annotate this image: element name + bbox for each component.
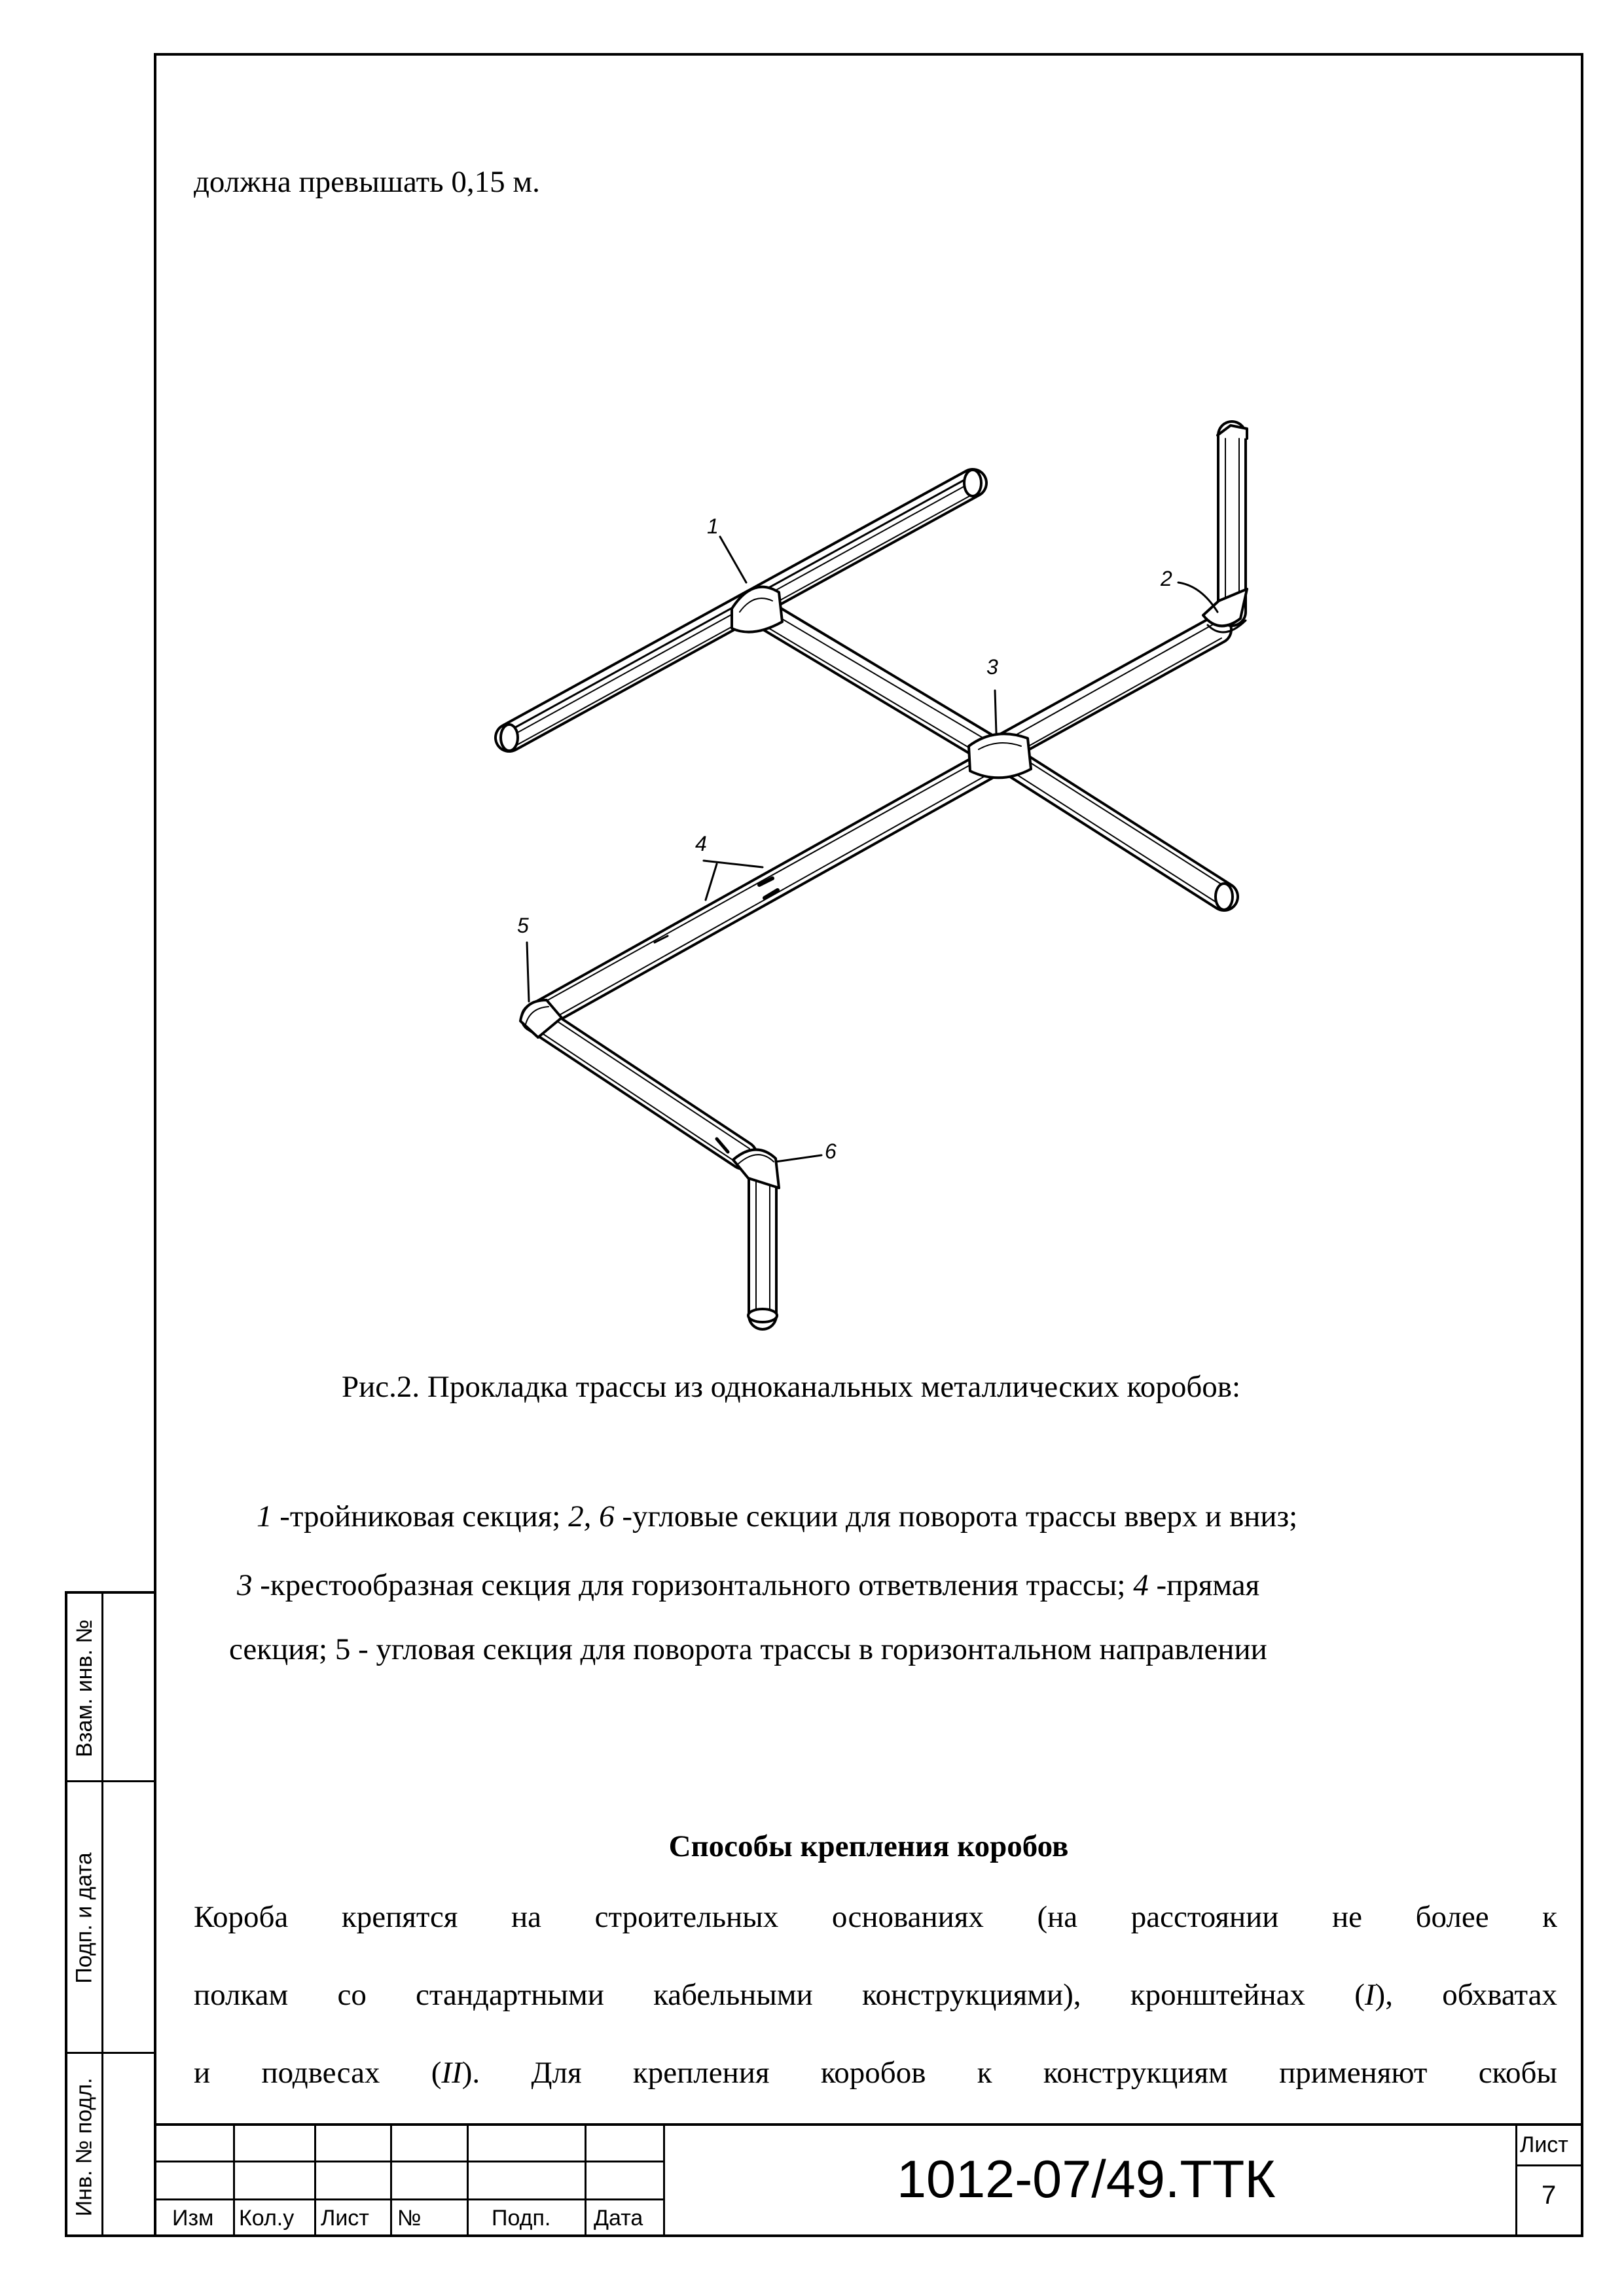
sheet-number: 7 [1542, 2181, 1557, 2210]
callout-5: 5 [517, 914, 529, 937]
title-block [154, 2123, 1583, 2237]
text-segment: Короба крепятся на строительных основаниях (на расстоянии не более к [194, 1900, 1557, 1934]
column-kolu: Кол.у [239, 2206, 295, 2231]
column-izm: Изм [172, 2206, 214, 2231]
title-block-col-line [390, 2123, 392, 2237]
figure-caption: Рис.2. Прокладка трассы из одноканальных металлических коробов: [342, 1370, 1241, 1404]
vertical-up-2 [1218, 425, 1247, 612]
column-list: Лист [321, 2206, 369, 2231]
text-segment: и подвесах ( [194, 2056, 442, 2090]
text-segment: 3 [237, 1568, 253, 1602]
section-heading: Способы крепления коробов [668, 1829, 1069, 1863]
text-segment: I [1364, 1978, 1375, 2012]
title-block-col-line [663, 2123, 665, 2237]
sidebar-cell-vzam [67, 1594, 155, 1782]
legend-line-3 [229, 1632, 1267, 1667]
branch-tee-cross [751, 605, 997, 759]
text-segment: полкам со стандартными кабельными конструкциями), кронштейнах ( [194, 1978, 1365, 2012]
paragraph-line-1 [194, 1878, 1557, 1956]
title-block-col-line [467, 2123, 469, 2237]
callout-2: 2 [1161, 567, 1172, 590]
sheet-label: Лист [1520, 2132, 1568, 2157]
sidebar-label-vzam: Взам. инв. № [71, 1619, 97, 1757]
text-segment: -крестообразная секция для горизонтального ответвления трассы; [252, 1568, 1134, 1602]
branch-cross-right [1008, 753, 1233, 910]
sidebar-label-podp: Подп. и дата [71, 1852, 97, 1984]
vertical-down-6 [748, 1172, 777, 1322]
title-block-top-border [154, 2123, 1583, 2126]
title-block-col-line [314, 2123, 316, 2237]
sidebar-label-inv: Инв. № подл. [71, 2077, 97, 2216]
title-block-col-line [233, 2123, 235, 2237]
title-block-row-line [154, 2198, 664, 2200]
document-code: 1012-07/49.ТТК [897, 2150, 1276, 2209]
sidebar-cell-inv [67, 2054, 155, 2240]
title-block-col-line [585, 2123, 586, 2237]
column-data: Дата [594, 2206, 643, 2231]
callout-3: 3 [986, 655, 998, 679]
column-podp: Подп. [492, 2206, 551, 2231]
tee-fitting-1 [732, 587, 782, 632]
paragraph-line-3 [194, 2034, 1557, 2112]
callout-4: 4 [695, 832, 707, 855]
continued-text: должна превышать 0,15 м. [194, 165, 540, 199]
text-segment: -угловые секции для поворота трассы вверх и вниз; [614, 1499, 1298, 1534]
text-segment: ). Для крепления коробов к конструкциям применяют скобы [461, 2056, 1557, 2090]
title-block-row-line [154, 2161, 664, 2162]
text-segment: ), обхватах [1375, 1978, 1558, 2012]
cross-fitting-3 [969, 734, 1031, 778]
column-number: № [397, 2206, 422, 2231]
text-segment: -прямая [1148, 1568, 1260, 1602]
legend-line-1 [257, 1499, 1297, 1534]
text-segment: 4 [1133, 1568, 1149, 1602]
paragraph-line-2 [194, 1956, 1557, 2034]
run-cross-corner5 [530, 757, 992, 1026]
sidebar-cell-podp [67, 1782, 155, 2054]
callout-1: 1 [707, 514, 719, 538]
text-segment: 2, 6 [568, 1499, 615, 1534]
sheet-cell-divider [1515, 2164, 1583, 2166]
text-segment: секция; 5 - угловая секция для поворота трассы в горизонтальном направлении [229, 1632, 1267, 1666]
text-segment: 1 [257, 1499, 272, 1534]
duct-route-figure [458, 393, 1342, 1348]
run-corner5-corner6 [533, 1011, 749, 1164]
margin-stamp-column [65, 1591, 155, 2237]
text-segment: II [441, 2056, 462, 2090]
callout-6: 6 [825, 1139, 837, 1163]
text-segment: -тройниковая секция; [272, 1499, 569, 1534]
title-block-col-line [1515, 2123, 1517, 2237]
legend-line-2 [237, 1568, 1259, 1603]
